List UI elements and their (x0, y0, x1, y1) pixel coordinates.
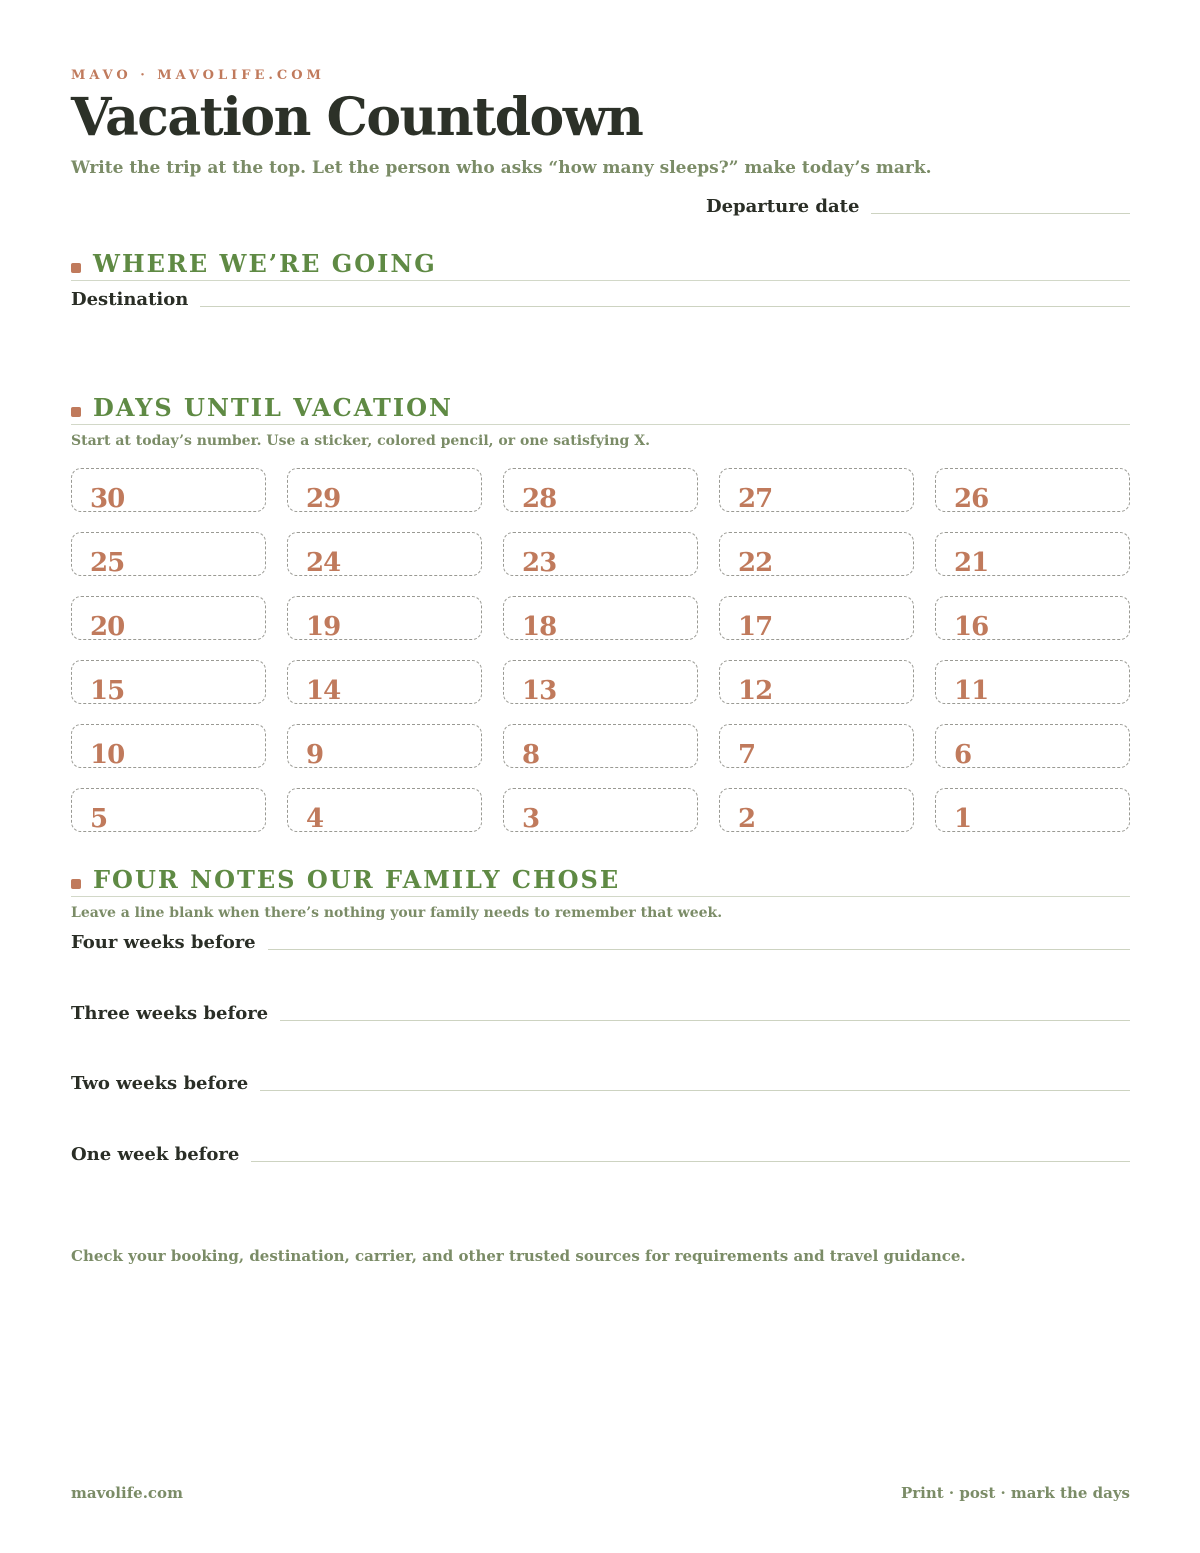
page-subtitle: Write the trip at the top. Let the person who asks “how many sleeps?” make today’s mark. (71, 158, 932, 178)
where-title: WHERE WE’RE GOING (93, 248, 437, 278)
days-title: DAYS UNTIL VACATION (93, 392, 453, 422)
day-box[interactable] (935, 468, 1130, 512)
day-number: 14 (306, 676, 341, 706)
day-number: 26 (954, 484, 989, 514)
day-box[interactable] (71, 468, 266, 512)
day-box[interactable] (503, 724, 698, 768)
day-box[interactable] (71, 788, 266, 832)
day-number: 25 (90, 548, 125, 578)
day-number: 12 (738, 676, 773, 706)
day-number: 21 (954, 548, 989, 578)
day-number: 30 (90, 484, 125, 514)
departure-date-field[interactable] (706, 198, 1130, 216)
day-number: 7 (738, 740, 756, 770)
day-box[interactable] (719, 532, 914, 576)
day-number: 1 (954, 804, 972, 834)
day-number: 9 (306, 740, 324, 770)
day-number: 29 (306, 484, 341, 514)
notes-section (71, 862, 1130, 921)
day-box[interactable] (503, 660, 698, 704)
note-line-row[interactable] (71, 1146, 1130, 1164)
day-number: 10 (90, 740, 125, 770)
days-section (71, 390, 1130, 449)
day-box[interactable] (503, 532, 698, 576)
note-line-label: Two weeks before (71, 1073, 249, 1094)
brand-label: MAVO · MAVOLIFE.COM (71, 68, 325, 83)
bullet-icon (71, 263, 81, 273)
day-box[interactable] (71, 596, 266, 640)
day-box[interactable] (287, 596, 482, 640)
day-box[interactable] (287, 532, 482, 576)
day-number: 19 (306, 612, 341, 642)
day-number: 27 (738, 484, 773, 514)
day-box[interactable] (503, 788, 698, 832)
day-number: 3 (522, 804, 540, 834)
day-box[interactable] (71, 660, 266, 704)
day-box[interactable] (71, 532, 266, 576)
days-heading (71, 390, 1130, 425)
footer-site: mavolife.com (71, 1484, 183, 1502)
day-number: 20 (90, 612, 125, 642)
notes-title: FOUR NOTES OUR FAMILY CHOSE (93, 864, 621, 894)
page-title: Vacation Countdown (71, 87, 643, 148)
notes-heading (71, 862, 1130, 897)
day-number: 5 (90, 804, 108, 834)
countdown-grid (71, 468, 1130, 832)
day-box[interactable] (719, 596, 914, 640)
worksheet-page (71, 0, 1130, 1553)
day-box[interactable] (719, 468, 914, 512)
travel-disclaimer: Check your booking, destination, carrier, and other trusted sources for requirements and travel guidance. (71, 1247, 966, 1265)
day-number: 28 (522, 484, 557, 514)
departure-date-label: Departure date (706, 196, 860, 217)
where-heading (71, 246, 1130, 281)
where-section (71, 246, 1130, 281)
day-box[interactable] (71, 724, 266, 768)
day-number: 22 (738, 548, 773, 578)
day-number: 18 (522, 612, 557, 642)
day-box[interactable] (503, 468, 698, 512)
note-line-row[interactable] (71, 934, 1130, 952)
destination-line[interactable] (200, 305, 1130, 307)
day-number: 8 (522, 740, 540, 770)
note-line[interactable] (268, 948, 1130, 950)
destination-label: Destination (71, 289, 189, 310)
note-line[interactable] (280, 1019, 1130, 1021)
note-line-row[interactable] (71, 1005, 1130, 1023)
day-number: 17 (738, 612, 773, 642)
day-box[interactable] (719, 788, 914, 832)
day-number: 16 (954, 612, 989, 642)
departure-date-line[interactable] (871, 212, 1130, 214)
day-box[interactable] (935, 724, 1130, 768)
note-line[interactable] (260, 1089, 1130, 1091)
note-line-label: One week before (71, 1144, 240, 1165)
day-number: 15 (90, 676, 125, 706)
day-box[interactable] (935, 788, 1130, 832)
day-number: 11 (954, 676, 989, 706)
day-box[interactable] (719, 724, 914, 768)
day-number: 2 (738, 804, 756, 834)
days-note: Start at today’s number. Use a sticker, colored pencil, or one satisfying X. (71, 433, 650, 449)
day-number: 24 (306, 548, 341, 578)
day-box[interactable] (503, 596, 698, 640)
day-box[interactable] (719, 660, 914, 704)
note-line[interactable] (251, 1160, 1130, 1162)
notes-note: Leave a line blank when there’s nothing your family needs to remember that week. (71, 905, 723, 921)
note-line-label: Four weeks before (71, 932, 256, 953)
day-box[interactable] (935, 532, 1130, 576)
day-number: 6 (954, 740, 972, 770)
destination-field[interactable] (71, 291, 1130, 309)
note-line-label: Three weeks before (71, 1003, 269, 1024)
day-box[interactable] (287, 468, 482, 512)
bullet-icon (71, 407, 81, 417)
day-number: 23 (522, 548, 557, 578)
bullet-icon (71, 879, 81, 889)
day-box[interactable] (935, 660, 1130, 704)
day-box[interactable] (287, 660, 482, 704)
day-box[interactable] (287, 788, 482, 832)
day-number: 4 (306, 804, 324, 834)
day-box[interactable] (287, 724, 482, 768)
footer-tagline: Print · post · mark the days (901, 1484, 1130, 1502)
day-number: 13 (522, 676, 557, 706)
note-line-row[interactable] (71, 1075, 1130, 1093)
day-box[interactable] (935, 596, 1130, 640)
